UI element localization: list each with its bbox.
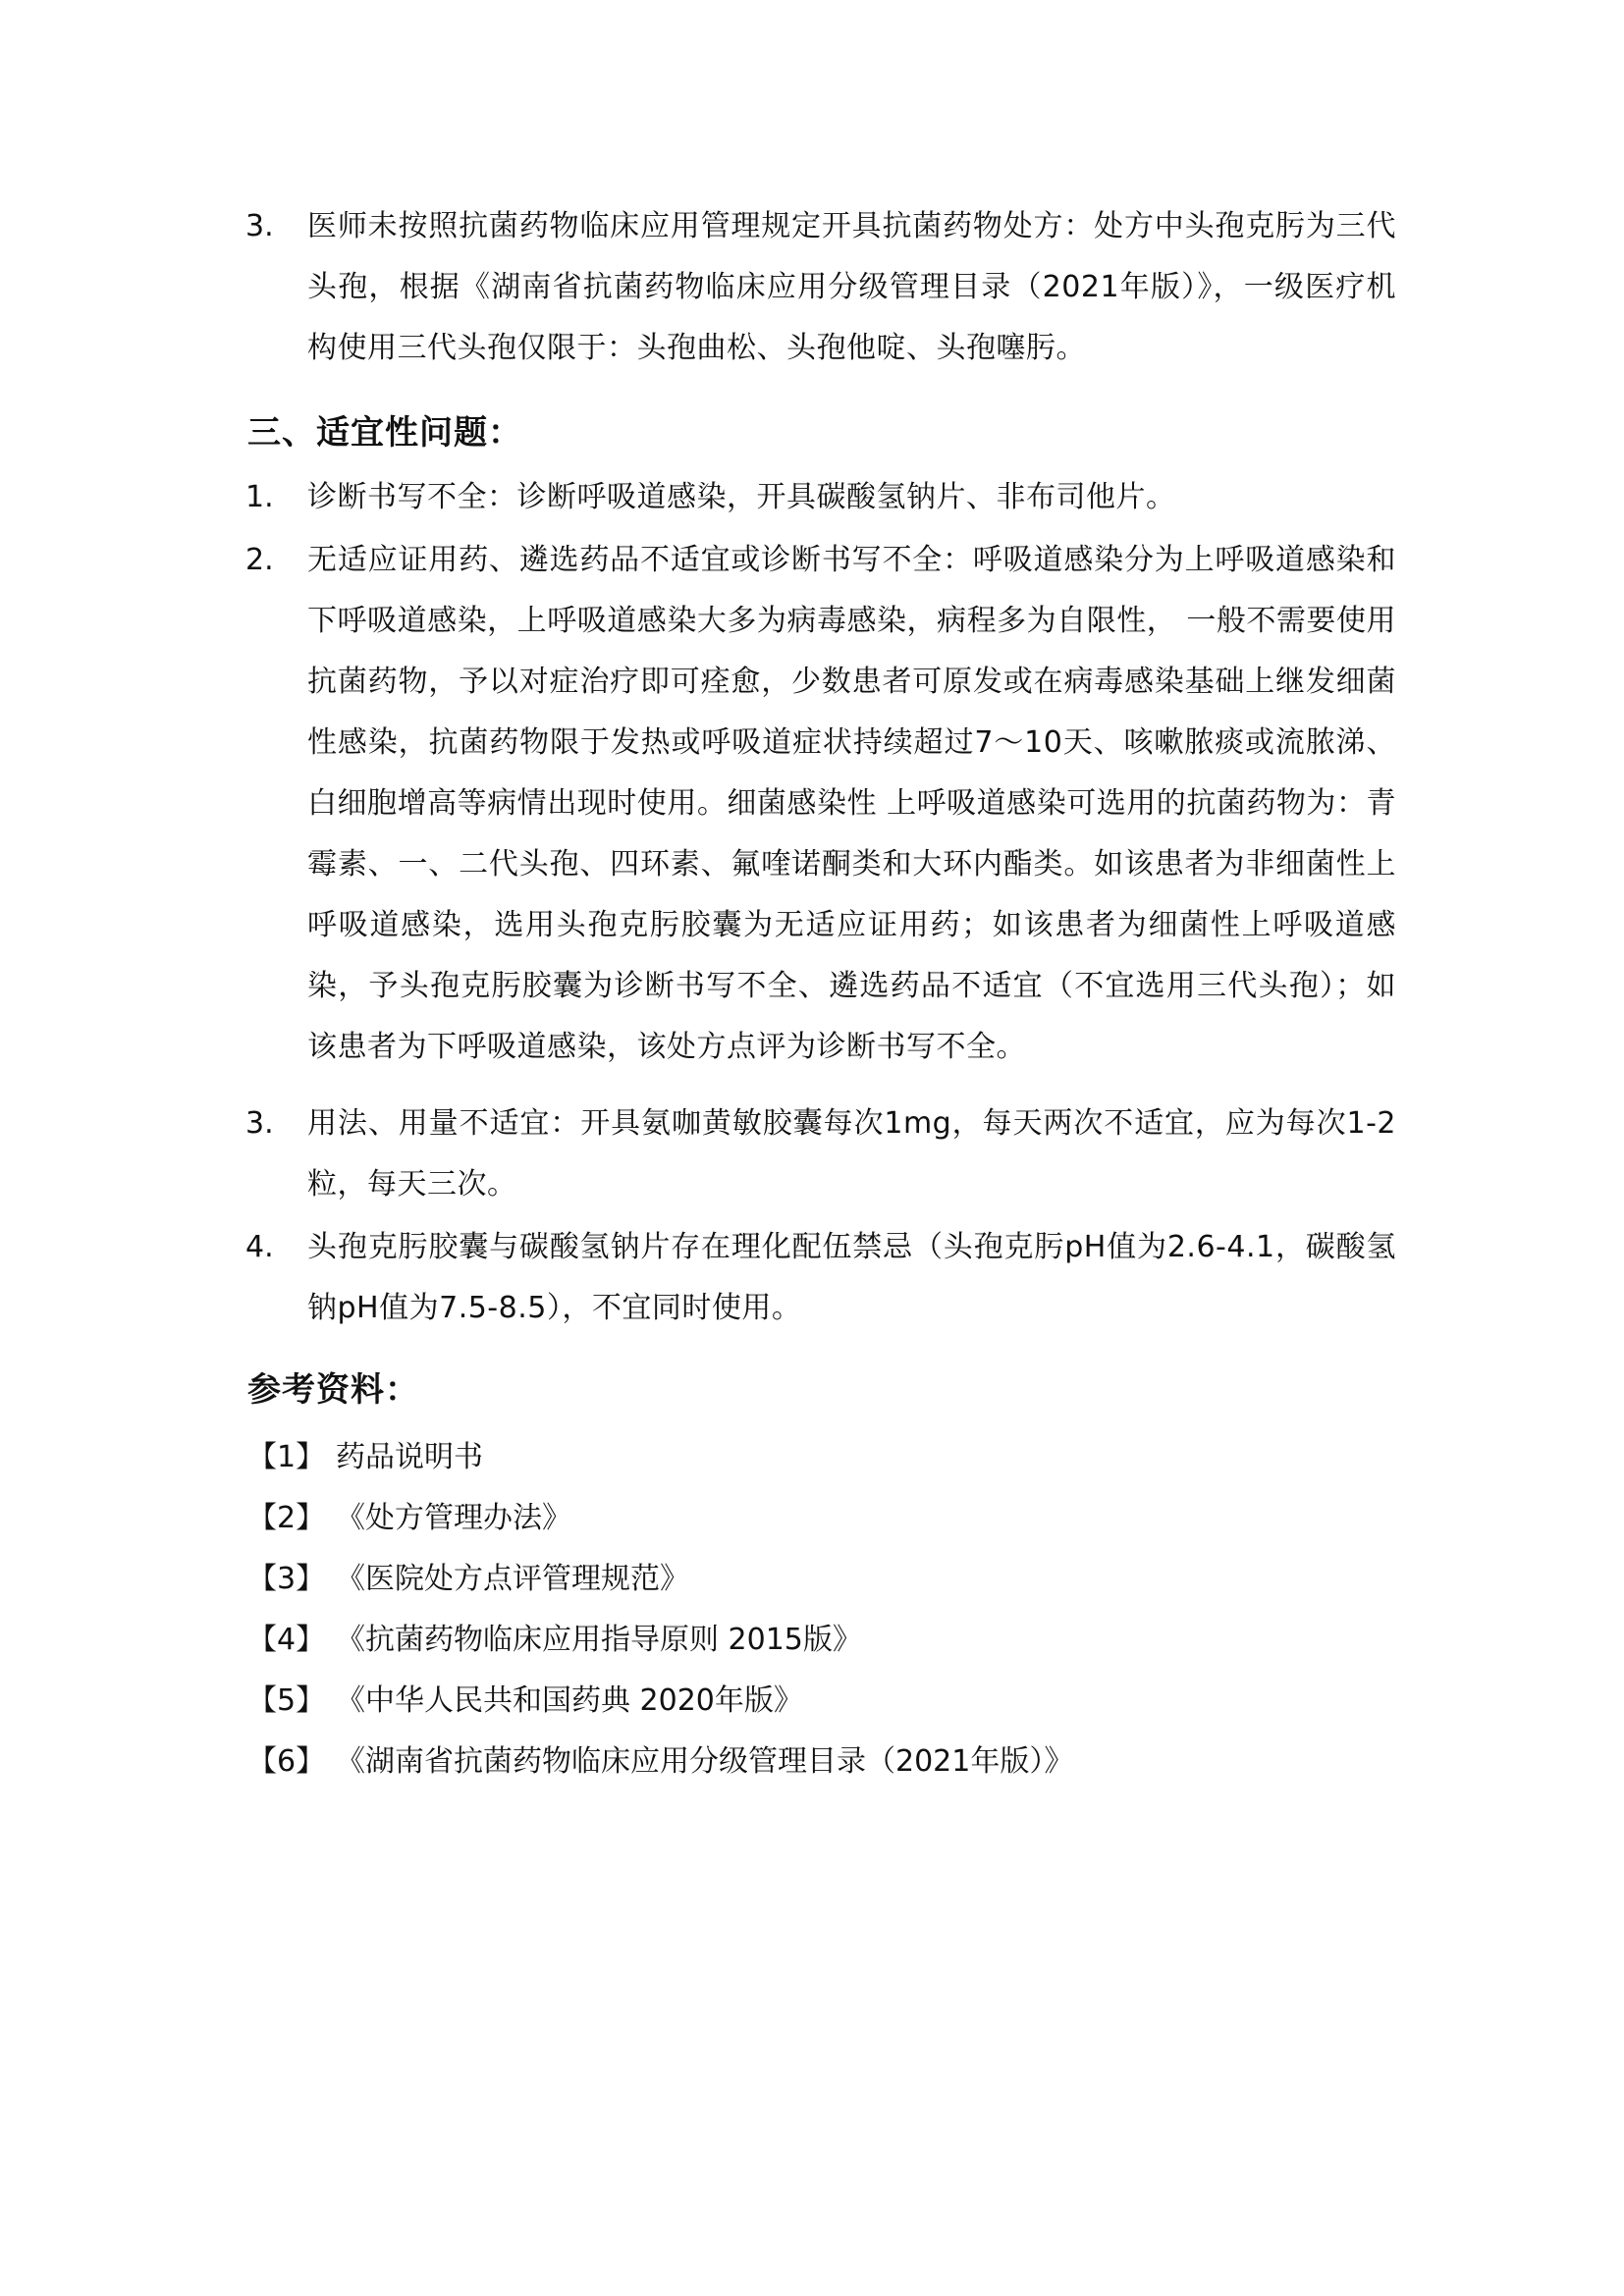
section-heading: 三、适宜性问题： [247,413,522,453]
list-item [247,1094,1396,1215]
reference-number: 【2】 [247,1501,326,1535]
list-item [247,196,1396,379]
list-item [247,467,1396,528]
reference-text: 《抗菌药物临床应用指导原则 2015版》 [336,1623,862,1657]
list-item-text: 头孢克肟胶囊与碳酸氢钠片存在理化配伍禁忌（头孢克肟pH值为2.6-4.1，碳酸氢钠pH值为7.5-8.5），不宜同时使用。 [307,1230,1396,1325]
list-item-text: 医师未按照抗菌药物临床应用管理规定开具抗菌药物处方：处方中头孢克肟为三代头孢，根据《湖南省抗菌药物临床应用分级管理目录（2021年版）》，一级医疗机构使用三代头孢仅限于：头孢曲松、头孢他啶、头孢噻肟。 [307,209,1396,365]
reference-item [247,1549,689,1610]
list-item-text: 用法、用量不适宜：开具氨咖黄敏胶囊每次1mg，每天两次不适宜，应为每次1-2粒，每天三次。 [307,1106,1396,1201]
reference-text: 《处方管理办法》 [336,1501,571,1535]
reference-number: 【4】 [247,1623,326,1657]
reference-number: 【5】 [247,1683,326,1718]
reference-text: 《中华人民共和国药典 2020年版》 [336,1683,803,1718]
reference-item [247,1610,862,1671]
reference-text: 《湖南省抗菌药物临床应用分级管理目录（2021年版）》 [336,1744,1074,1779]
list-item-number: 3. [245,209,274,243]
reference-item [247,1732,1073,1792]
list-item-number: 3. [245,1106,274,1141]
reference-number: 【1】 [247,1440,326,1474]
references-heading: 参考资料： [247,1370,419,1410]
list-item-number: 1. [245,480,274,514]
list-item-text: 无适应证用药、遴选药品不适宜或诊断书写不全：呼吸道感染分为上呼吸道感染和下呼吸道感染，上呼吸道感染大多为病毒感染，病程多为自限性， 一般不需要使用抗菌药物，予以对症治疗即可痊愈，少数患者可原发或在病毒感染基础上继发细菌性感染，抗菌药物限于发热或呼吸道症状持续超过7～10天、咳嗽脓痰或流脓涕、白细胞增高等病情出现时使用。细菌感染性 上呼吸道感染可选用的抗菌药物为：青霉素、一、二代头孢、四环素、氟喹诺酮类和大环内酯类。如该患者为非细菌性上呼吸道感染，选用头孢克肟胶囊为无适应证用药；如该患者为细菌性上呼吸道感染，予头孢克肟胶囊为诊断书写不全、遴选药品不适宜（不宜选用三代头孢）；如该患者为下呼吸道感染，该处方点评为诊断书写不全。 [307,543,1396,1064]
reference-number: 【6】 [247,1744,326,1779]
list-item-number: 2. [245,543,274,577]
list-item [247,530,1396,1078]
reference-text: 《医院处方点评管理规范》 [336,1562,689,1596]
list-item-text: 诊断书写不全：诊断呼吸道感染，开具碳酸氢钠片、非布司他片。 [307,480,1176,514]
list-item [247,1217,1396,1339]
reference-item [247,1427,483,1488]
list-item-number: 4. [245,1230,274,1264]
reference-number: 【3】 [247,1562,326,1596]
reference-item [247,1671,803,1732]
reference-text: 药品说明书 [336,1440,483,1474]
reference-item [247,1488,571,1549]
